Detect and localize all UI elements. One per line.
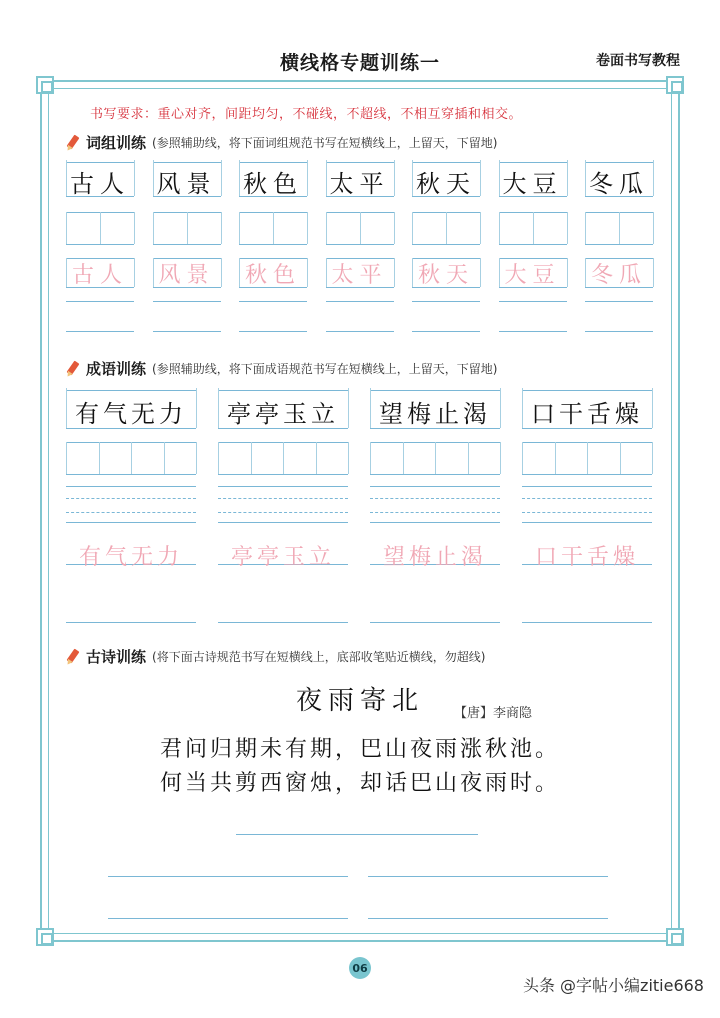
grid-line — [66, 474, 196, 475]
grid-line — [499, 244, 567, 245]
grid-line — [653, 160, 654, 196]
grid-line — [348, 388, 349, 428]
pencil-icon — [64, 648, 82, 666]
section-gu-shi-header — [64, 646, 485, 667]
grid-line — [218, 486, 348, 487]
grid-line — [412, 301, 480, 302]
grid-line — [273, 212, 274, 244]
word-cell — [499, 160, 567, 335]
section-cheng-yu-header — [64, 358, 497, 379]
word-model: 冬瓜 — [589, 170, 649, 198]
poem-title: 夜雨寄北 — [295, 686, 424, 716]
word-trace: 冬瓜 — [590, 263, 647, 288]
guide-line — [522, 498, 652, 499]
grid-line — [251, 442, 252, 474]
watermark: 头条 @字帖小编zitie668 — [522, 976, 704, 995]
word-model: 风景 — [156, 170, 217, 198]
grid-line — [326, 331, 394, 332]
grid-line — [499, 162, 567, 163]
grid-line — [307, 212, 308, 244]
frame-corner-bottom-right — [666, 928, 684, 946]
grid-line — [221, 212, 222, 244]
pencil-icon — [64, 134, 82, 152]
guide-line — [218, 512, 348, 513]
word-trace: 太平 — [331, 263, 388, 288]
grid-line — [394, 160, 395, 196]
grid-line — [394, 258, 395, 287]
grid-line — [435, 442, 436, 474]
grid-line — [326, 301, 394, 302]
guide-line — [370, 512, 500, 513]
grid-line — [283, 442, 284, 474]
section-title: 成语训练 — [86, 360, 147, 378]
grid-line — [153, 212, 154, 244]
poem-line: 君问归期未有期，巴山夜雨涨秋池。 — [159, 737, 560, 762]
grid-line — [555, 442, 556, 474]
idiom-model: 亭亭玉立 — [227, 400, 339, 428]
grid-line — [653, 258, 654, 287]
grid-line — [326, 162, 394, 163]
grid-line — [221, 258, 222, 287]
grid-line — [326, 244, 394, 245]
grid-line — [164, 442, 165, 474]
grid-line — [316, 442, 317, 474]
frame-corner-bottom-left — [36, 928, 54, 946]
grid-line — [500, 442, 501, 474]
grid-line — [652, 442, 653, 474]
section-note: (将下面古诗规范书写在短横线上，底部收笔贴近横线，勿超线) — [152, 650, 486, 664]
grid-line — [66, 301, 134, 302]
grid-line — [480, 212, 481, 244]
idiom-trace: 望梅止渴 — [382, 545, 487, 570]
poem-writing-line — [108, 876, 348, 877]
grid-line — [585, 331, 653, 332]
grid-line — [412, 244, 480, 245]
grid-line — [218, 442, 219, 474]
grid-line — [585, 301, 653, 302]
grid-line — [522, 442, 523, 474]
grid-line — [66, 442, 67, 474]
word-trace: 秋天 — [417, 263, 474, 288]
grid-line — [567, 258, 568, 287]
grid-line — [221, 160, 222, 196]
word-trace: 秋色 — [244, 263, 301, 288]
section-ci-zu-header — [64, 132, 497, 153]
grid-line — [196, 388, 197, 428]
grid-line — [66, 622, 196, 623]
frame-corner-top-left — [36, 76, 54, 94]
grid-line — [587, 442, 588, 474]
grid-line — [480, 160, 481, 196]
writing-requirement: 书写要求：重心对齐，间距均匀，不碰线，不超线，不相互穿插和相交。 — [90, 107, 523, 122]
poem-line: 何当共剪西窗烛，却话巴山夜雨时。 — [159, 771, 560, 796]
grid-line — [360, 212, 361, 244]
grid-line — [153, 162, 221, 163]
grid-line — [307, 160, 308, 196]
grid-line — [522, 622, 652, 623]
section-title: 词组训练 — [86, 134, 147, 152]
page-subtitle: 卷面书写教程 — [596, 53, 680, 69]
idiom-trace: 口干舌燥 — [534, 545, 639, 570]
grid-line — [403, 442, 404, 474]
word-model: 秋色 — [243, 170, 303, 198]
grid-line — [187, 212, 188, 244]
word-model: 太平 — [329, 170, 390, 198]
grid-line — [652, 388, 653, 428]
grid-line — [412, 162, 480, 163]
section-note: (参照辅助线，将下面词组规范书写在短横线上，上留天，下留地) — [152, 136, 498, 150]
grid-line — [522, 486, 652, 487]
grid-line — [533, 212, 534, 244]
grid-line — [218, 522, 348, 523]
grid-line — [585, 244, 653, 245]
grid-line — [370, 442, 371, 474]
grid-line — [370, 390, 500, 391]
guide-line — [66, 512, 196, 513]
grid-line — [131, 442, 132, 474]
grid-line — [66, 244, 134, 245]
pencil-icon — [64, 360, 82, 378]
grid-line — [239, 244, 307, 245]
grid-line — [239, 331, 307, 332]
grid-line — [66, 212, 67, 244]
grid-line — [239, 212, 240, 244]
guide-line — [66, 498, 196, 499]
section-note: (参照辅助线，将下面成语规范书写在短横线上，上留天，下留地) — [152, 362, 498, 376]
grid-line — [307, 258, 308, 287]
grid-line — [134, 258, 135, 287]
word-cell — [585, 160, 653, 335]
grid-line — [348, 442, 349, 474]
grid-line — [370, 622, 500, 623]
word-trace: 大豆 — [504, 263, 561, 288]
grid-line — [567, 212, 568, 244]
grid-line — [585, 212, 586, 244]
grid-line — [370, 522, 500, 523]
grid-line — [153, 331, 221, 332]
word-cell — [239, 160, 307, 335]
grid-line — [412, 331, 480, 332]
grid-line — [153, 244, 221, 245]
word-trace: 风景 — [158, 263, 215, 288]
grid-line — [394, 212, 395, 244]
word-trace: 古人 — [71, 263, 128, 288]
idiom-cell — [522, 388, 652, 628]
grid-line — [499, 212, 500, 244]
grid-line — [446, 212, 447, 244]
grid-line — [153, 301, 221, 302]
grid-line — [500, 388, 501, 428]
grid-line — [522, 474, 652, 475]
word-cell — [153, 160, 221, 335]
grid-line — [66, 390, 196, 391]
page-title: 横线格专题训练一 — [279, 52, 440, 74]
grid-line — [239, 162, 307, 163]
word-cell — [412, 160, 480, 335]
grid-line — [499, 331, 567, 332]
section-title: 古诗训练 — [86, 648, 147, 666]
page-number-badge: 06 — [349, 957, 371, 979]
grid-line — [522, 390, 652, 391]
poem-writing-line — [108, 918, 348, 919]
idiom-cell — [66, 388, 196, 628]
grid-line — [653, 212, 654, 244]
grid-line — [620, 442, 621, 474]
grid-line — [370, 474, 500, 475]
grid-line — [619, 212, 620, 244]
frame-corner-top-right — [666, 76, 684, 94]
grid-line — [66, 331, 134, 332]
grid-line — [196, 442, 197, 474]
poem-writing-line — [368, 876, 608, 877]
word-model: 秋天 — [416, 170, 476, 198]
poem-author: 【唐】李商隐 — [454, 706, 533, 721]
guide-line — [522, 512, 652, 513]
idiom-model: 有气无力 — [75, 400, 187, 428]
grid-line — [66, 522, 196, 523]
idiom-cell — [218, 388, 348, 628]
grid-line — [326, 212, 327, 244]
idiom-trace: 有气无力 — [78, 545, 183, 570]
idiom-trace: 亭亭玉立 — [230, 545, 335, 570]
grid-line — [218, 622, 348, 623]
grid-line — [66, 162, 134, 163]
grid-line — [370, 486, 500, 487]
grid-line — [567, 160, 568, 196]
grid-line — [480, 258, 481, 287]
grid-line — [499, 301, 567, 302]
word-model: 大豆 — [502, 170, 563, 198]
grid-line — [99, 442, 100, 474]
word-model: 古人 — [70, 170, 130, 198]
grid-line — [412, 212, 413, 244]
guide-line — [218, 498, 348, 499]
grid-line — [585, 162, 653, 163]
grid-line — [100, 212, 101, 244]
grid-line — [134, 212, 135, 244]
grid-line — [239, 301, 307, 302]
word-cell — [326, 160, 394, 335]
idiom-cell — [370, 388, 500, 628]
grid-line — [522, 522, 652, 523]
idiom-model: 望梅止渴 — [379, 400, 491, 428]
poem-writing-line — [236, 834, 478, 835]
grid-line — [218, 474, 348, 475]
word-cell — [66, 160, 134, 335]
grid-line — [134, 160, 135, 196]
poem-writing-line — [368, 918, 608, 919]
grid-line — [218, 390, 348, 391]
grid-line — [66, 486, 196, 487]
grid-line — [468, 442, 469, 474]
guide-line — [370, 498, 500, 499]
idiom-model: 口干舌燥 — [531, 400, 643, 428]
